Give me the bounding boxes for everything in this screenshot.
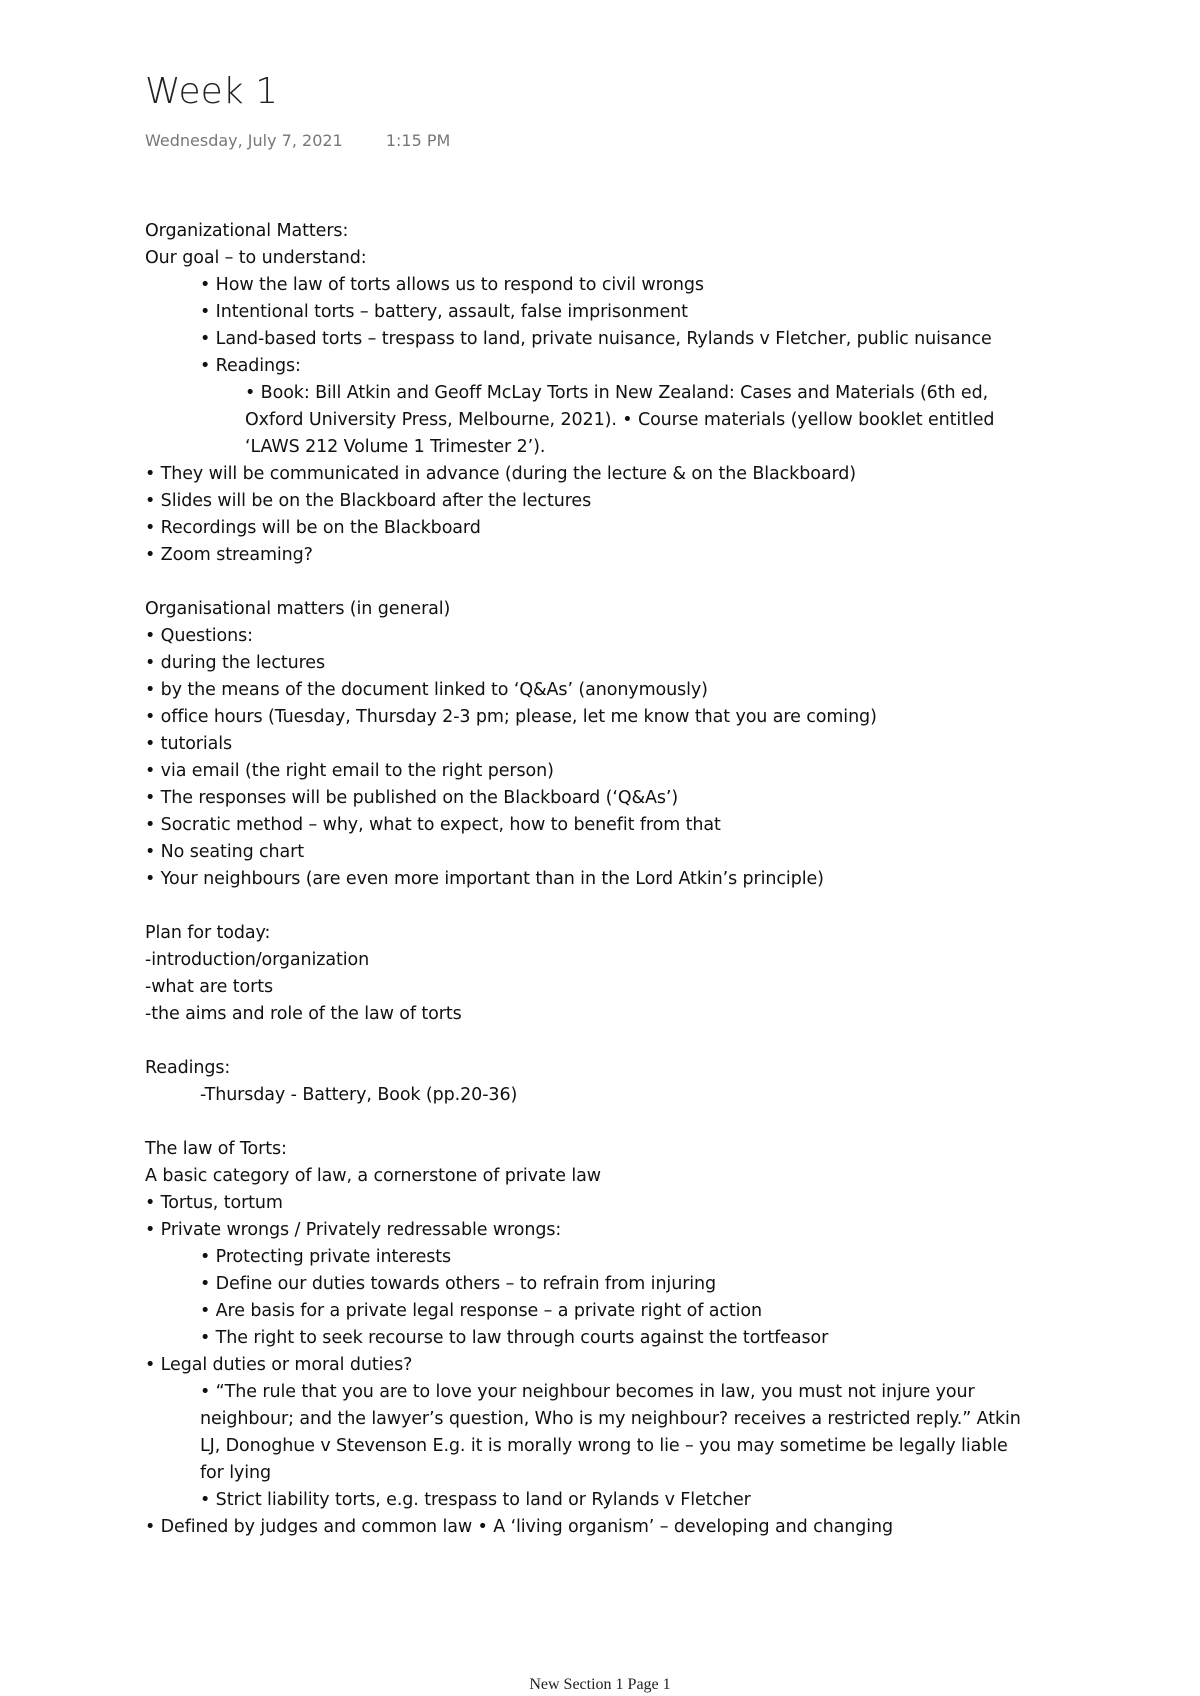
note-line: • Book: Bill Atkin and Geoff McLay Torts in New Zealand: Cases and Materials (6th ed, [245, 383, 989, 403]
page-title: Week 1 [145, 71, 278, 112]
note-line: • Intentional torts – battery, assault, false imprisonment [200, 302, 688, 322]
note-line: • The right to seek recourse to law through courts against the tortfeasor [200, 1328, 829, 1348]
note-line: -Thursday - Battery, Book (pp.20-36) [200, 1085, 518, 1105]
note-line: neighbour; and the lawyer’s question, Who is my neighbour? receives a restricted reply.” Atkin [200, 1409, 1021, 1429]
note-line: for lying [200, 1463, 272, 1483]
note-line: • Socratic method – why, what to expect, how to benefit from that [145, 815, 721, 835]
note-line: LJ, Donoghue v Stevenson E.g. it is morally wrong to lie – you may sometime be legally liable [200, 1436, 1008, 1456]
note-line: • Protecting private interests [200, 1247, 452, 1267]
note-line: • “The rule that you are to love your neighbour becomes in law, you must not injure your [200, 1382, 975, 1402]
note-line: • by the means of the document linked to ‘Q&As’ (anonymously) [145, 680, 708, 700]
note-line: Oxford University Press, Melbourne, 2021). • Course materials (yellow booklet entitled [245, 410, 995, 430]
blank-line [145, 1109, 1105, 1136]
note-line: Organizational Matters: [145, 221, 349, 241]
note-line: • Land-based torts – trespass to land, private nuisance, Rylands v Fletcher, public nuisance [200, 329, 992, 349]
note-line: • No seating chart [145, 842, 305, 862]
note-line: -what are torts [145, 977, 273, 997]
note-line: • Strict liability torts, e.g. trespass to land or Rylands v Fletcher [200, 1490, 751, 1510]
note-line: • Are basis for a private legal response – a private right of action [200, 1301, 762, 1321]
note-line: A basic category of law, a cornerstone of private law [145, 1166, 602, 1186]
note-line: • tutorials [145, 734, 233, 754]
note-line: Organisational matters (in general) [145, 599, 451, 619]
note-line: • Your neighbours (are even more important than in the Lord Atkin’s principle) [145, 869, 824, 889]
note-time: 1:15 PM [385, 131, 451, 150]
note-line: • Legal duties or moral duties? [145, 1355, 413, 1375]
note-line: • Slides will be on the Blackboard after the lectures [145, 491, 592, 511]
note-line: • office hours (Tuesday, Thursday 2-3 pm; please, let me know that you are coming) [145, 707, 877, 727]
note-line: • How the law of torts allows us to respond to civil wrongs [200, 275, 704, 295]
note-line: Readings: [145, 1058, 231, 1078]
note-line: -introduction/organization [145, 950, 370, 970]
note-line: • Defined by judges and common law • A ‘living organism’ – developing and changing [145, 1517, 894, 1537]
blank-line [145, 1028, 1105, 1055]
note-line: Our goal – to understand: [145, 248, 367, 268]
date-time-stamp [145, 131, 450, 150]
blank-line [145, 569, 1105, 596]
note-line: • The responses will be published on the Blackboard (‘Q&As’) [145, 788, 679, 808]
note-line: • via email (the right email to the right person) [145, 761, 554, 781]
note-line: • Define our duties towards others – to refrain from injuring [200, 1274, 717, 1294]
note-line: • Zoom streaming? [145, 545, 313, 565]
note-line: • Tortus, tortum [145, 1193, 283, 1213]
note-line: The law of Torts: [145, 1139, 287, 1159]
note-date: Wednesday, July 7, 2021 [145, 131, 343, 150]
note-line: • Recordings will be on the Blackboard [145, 518, 481, 538]
note-line: -the aims and role of the law of torts [145, 1004, 462, 1024]
page-footer: New Section 1 Page 1 [529, 1676, 671, 1693]
note-body [145, 218, 1105, 1541]
note-line: • Private wrongs / Privately redressable wrongs: [145, 1220, 562, 1240]
note-line: Plan for today: [145, 923, 271, 943]
note-line: ‘LAWS 212 Volume 1 Trimester 2’). [245, 437, 546, 457]
blank-line [145, 893, 1105, 920]
note-line: • They will be communicated in advance (during the lecture & on the Blackboard) [145, 464, 856, 484]
note-line: • Questions: [145, 626, 253, 646]
note-line: • Readings: [200, 356, 301, 376]
note-line: • during the lectures [145, 653, 325, 673]
